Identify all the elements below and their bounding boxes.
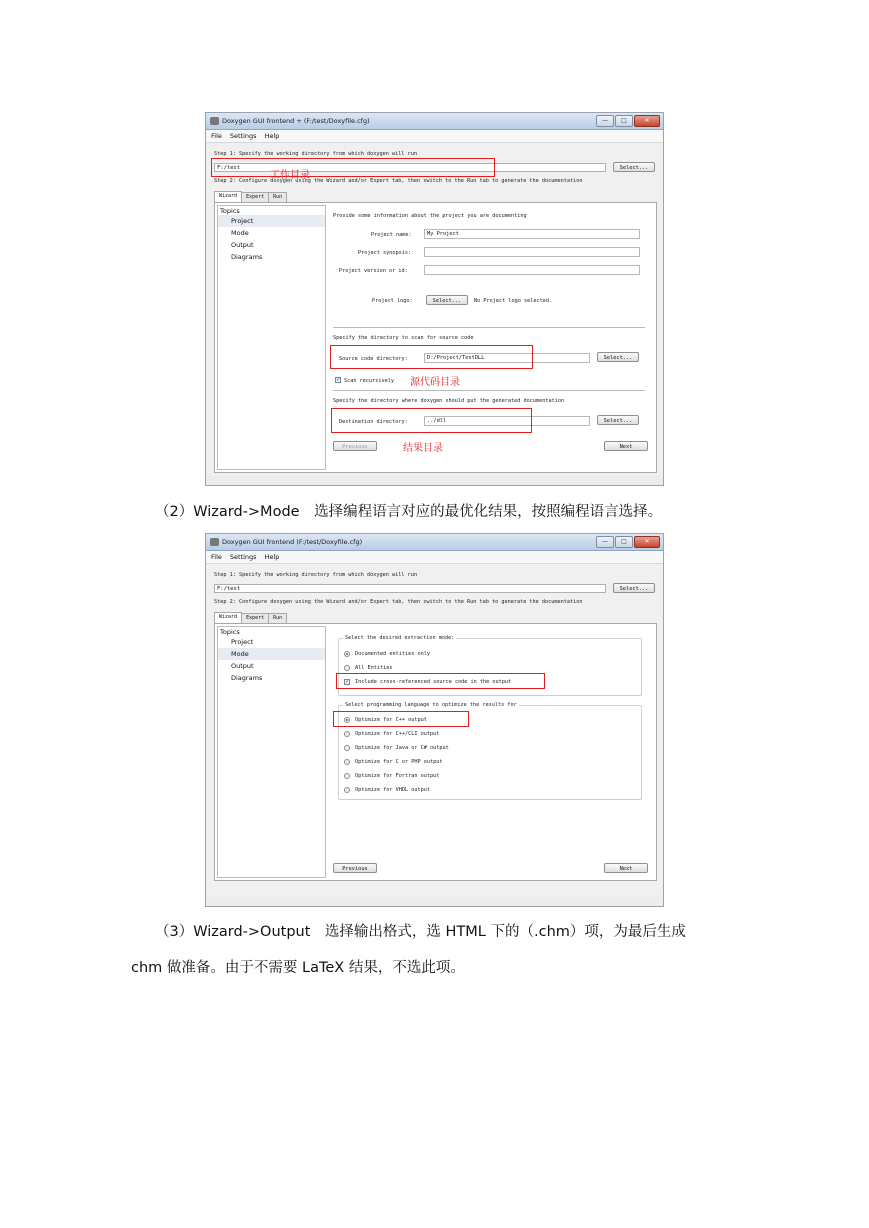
working-dir-select-button[interactable]: Select... [613,162,655,172]
topic-diagrams[interactable]: Diagrams [231,253,263,261]
project-logo-status: No Project logo selected. [474,298,553,304]
tab-bar [214,192,286,202]
tab-run[interactable]: Run [268,613,287,623]
option-java-csharp: Optimize for Java or C# output [355,745,449,751]
caption-output-line2: chm 做准备。由于不需要 LaTeX 结果，不选此项。 [131,960,465,976]
tab-expert[interactable]: Expert [241,613,269,623]
caption-output-line1: （3）Wizard->Output 选择输出格式，选 HTML 下的（.chm）项，为最后生成 [155,924,686,940]
maximize-button[interactable]: □ [615,536,633,548]
topics-heading: Topics [220,207,240,215]
topics-list [217,626,326,878]
dest-dir-select-button[interactable]: Select... [597,415,639,425]
scan-recursive-label: Scan recursively [344,378,394,384]
source-dir-label: Source code directory: [339,356,408,362]
option-vhdl: Optimize for VHDL output [355,787,430,793]
next-button[interactable]: Next [604,441,648,451]
source-heading: Specify the directory to scan for source code [333,335,474,341]
menu-settings[interactable]: Settings [229,132,257,140]
option-c-php: Optimize for C or PHP output [355,759,443,765]
tab-bar [214,613,286,623]
project-logo-label: Project logo: [372,298,413,304]
option-include-crossref: Include cross-referenced source code in the output [355,679,512,685]
doxygen-app-icon [210,538,219,546]
tab-wizard[interactable]: Wizard [214,191,242,202]
menu-bar [206,551,663,564]
annotation-box-crossref [336,673,545,689]
project-intro: Provide some information about the project you are documenting [333,213,527,219]
maximize-button[interactable]: □ [615,115,633,127]
tab-wizard[interactable]: Wizard [214,612,242,623]
screenshot-mode [205,533,664,907]
source-dir-select-button[interactable]: Select... [597,352,639,362]
extraction-heading: Select the desired extraction mode: [345,635,455,641]
previous-button[interactable]: Previous [333,863,377,873]
option-documented-only: Documented entities only [355,651,430,657]
radio-c-php[interactable] [344,759,350,765]
title-bar [206,113,663,130]
working-dir-input[interactable]: F:/test [214,584,606,593]
step2-label: Step 2: Configure doxygen using the Wizard and/or Expert tab, then switch to the Run tab to generate the documentation [214,599,583,605]
wizard-panel [214,623,657,881]
working-dir-input[interactable]: F:/test [214,163,606,172]
annotation-box-working-dir [211,158,495,177]
menu-help[interactable]: Help [264,553,280,561]
status-bar [206,476,663,485]
scan-recursive-checkbox[interactable]: ✓ [336,377,341,383]
annotation-result-dir: 结果目录 [403,443,443,454]
working-dir-select-button[interactable]: Select... [613,583,655,593]
title-bar [206,534,663,551]
doxygen-app-icon [210,117,219,125]
menu-help[interactable]: Help [264,132,280,140]
topic-project[interactable]: Project [218,215,325,227]
divider [333,327,645,328]
radio-all-entities[interactable] [344,665,350,671]
annotation-box-dest-dir [331,408,532,433]
close-button[interactable]: ✕ [634,536,660,548]
project-synopsis-label: Project synopsis: [358,250,412,256]
radio-vhdl[interactable] [344,787,350,793]
next-button[interactable]: Next [604,863,648,873]
annotation-source-dir: 源代码目录 [410,377,460,388]
tab-run[interactable]: Run [268,192,287,202]
radio-fortran[interactable] [344,773,350,779]
topics-heading: Topics [220,628,240,636]
dest-heading: Specify the directory where doxygen should put the generated documentation [333,398,565,404]
status-bar [206,897,663,906]
menu-bar [206,130,663,143]
topic-output[interactable]: Output [231,662,254,670]
project-version-label: Project version or id: [339,268,408,274]
topic-diagrams[interactable]: Diagrams [231,674,263,682]
include-crossref-checkbox[interactable]: ✓ [345,679,350,685]
dest-dir-label: Destination directory: [339,419,408,425]
annotation-working-dir: 工作目录 [270,170,310,181]
screenshot-project [205,112,664,486]
option-all-entities: All Entities [355,665,393,671]
step2-label: Step 2: Configure doxygen using the Wizard and/or Expert tab, then switch to the Run tab to generate the documentation [214,178,583,184]
minimize-button[interactable]: — [596,536,614,548]
dest-dir-input[interactable]: ../dll [424,416,590,426]
close-button[interactable]: ✕ [634,115,660,127]
project-name-input[interactable]: My Project [424,229,640,239]
step1-label: Step 1: Specify the working directory from which doxygen will run [214,572,418,578]
option-cpp-cli: Optimize for C++/CLI output [355,731,440,737]
topics-list [217,205,326,470]
previous-button[interactable]: Previous [333,441,377,451]
divider [333,390,645,391]
option-cpp: Optimize for C++ output [355,717,427,723]
minimize-button[interactable]: — [596,115,614,127]
project-logo-select-button[interactable]: Select... [426,295,468,305]
project-version-input[interactable] [424,265,640,275]
topic-mode[interactable]: Mode [231,229,249,237]
radio-documented-only[interactable] [344,651,350,657]
menu-settings[interactable]: Settings [229,553,257,561]
menu-file[interactable]: File [211,553,222,561]
project-synopsis-input[interactable] [424,247,640,257]
annotation-box-source-dir [330,345,533,369]
option-fortran: Optimize for Fortran output [355,773,440,779]
source-dir-input[interactable]: D:/Project/TestDLL [424,353,590,363]
topic-mode[interactable]: Mode [218,648,325,660]
step1-label: Step 1: Specify the working directory from which doxygen will run [214,151,418,157]
annotation-box-cpp [333,711,469,727]
topic-project[interactable]: Project [231,638,254,646]
radio-java-csharp[interactable] [344,745,350,751]
language-heading: Select programming language to optimize the results for [345,702,517,708]
project-name-label: Project name: [371,232,412,238]
menu-file[interactable]: File [211,132,222,140]
topic-output[interactable]: Output [231,241,254,249]
window-title: Doxygen GUI frontend + (F:/test/Doxyfile.cfg) [222,117,370,125]
tab-expert[interactable]: Expert [241,192,269,202]
radio-cpp-cli[interactable] [344,731,350,737]
window-title: Doxygen GUI frontend (F:/test/Doxyfile.cfg) [222,538,363,546]
caption-mode: （2）Wizard->Mode 选择编程语言对应的最优化结果，按照编程语言选择。 [155,504,663,520]
